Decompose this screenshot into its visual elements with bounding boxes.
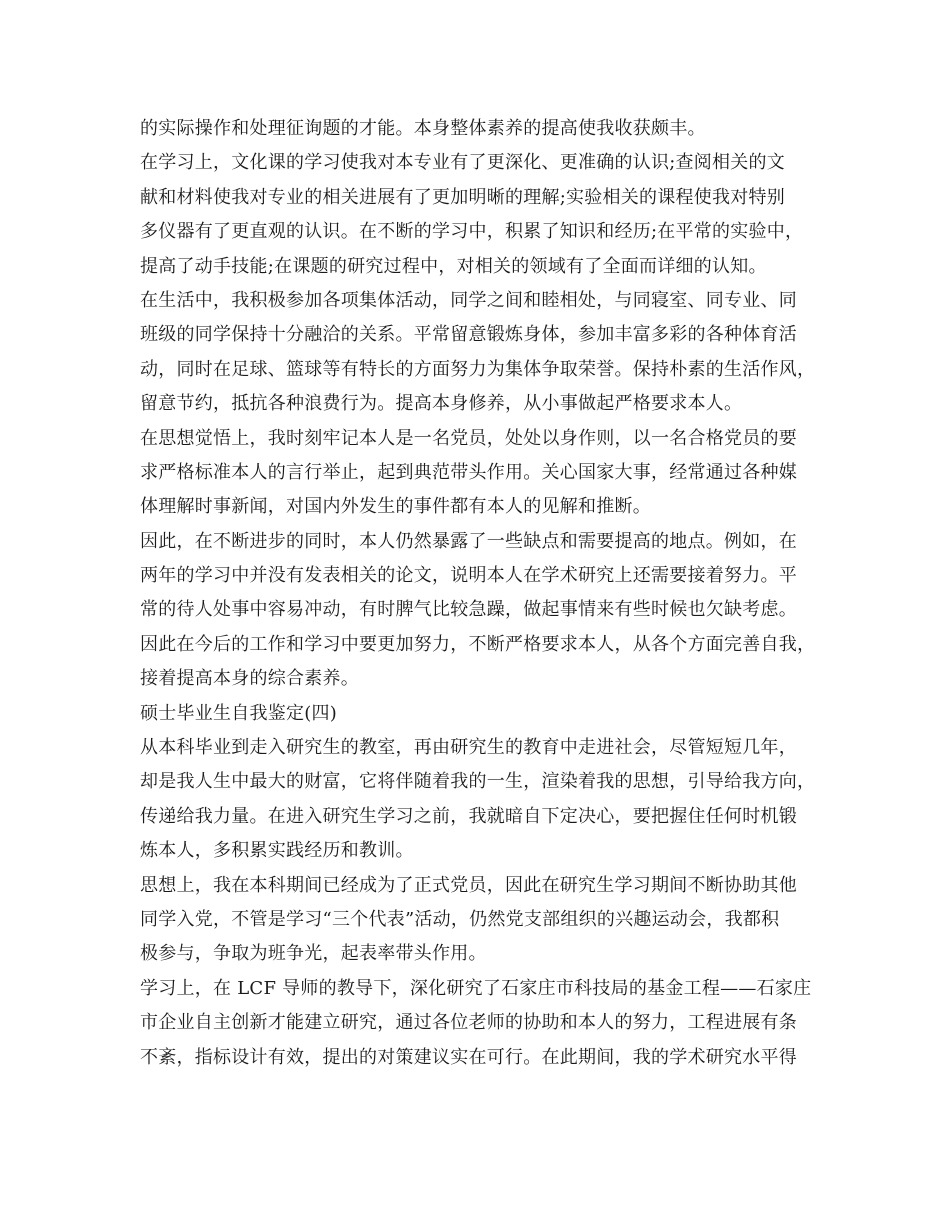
text-line: 传递给我力量。在进入研究生学习之前，我就暗自下定决心，要把握住任何时机锻 <box>140 805 797 827</box>
text-line: 两年的学习中并没有发表相关的论文，说明本人在学术研究上还需要接着努力。平 <box>140 565 797 587</box>
text-line: 炼本人，多积累实践经历和教训。 <box>140 840 414 862</box>
text-line: 体理解时事新闻，对国内外发生的事件都有本人的见解和推断。 <box>140 496 651 518</box>
text-line: 从本科毕业到走入研究生的教室，再由研究生的教育中走进社会，尽管短短几年， <box>140 737 797 759</box>
text-line: 提高了动手技能;在课题的研究过程中，对相关的领域有了全面而详细的认知。 <box>140 255 767 277</box>
text-line: 学习上，在 LCF 导师的教导下，深化研究了石家庄市科技局的基金工程——石家庄 <box>140 977 812 999</box>
text-line: 接着提高本身的综合素养。 <box>140 668 359 690</box>
document-body <box>140 112 815 1075</box>
text-line: 多仪器有了更直观的认识。在不断的学习中，积累了知识和经历;在平常的实验中， <box>140 221 804 243</box>
text-line: 的实际操作和处理征询题的才能。本身整体素养的提高使我收获颇丰。 <box>140 118 706 139</box>
text-line: 因此，在不断进步的同时，本人仍然暴露了一些缺点和需要提高的地点。例如，在 <box>140 530 797 552</box>
text-line: 同学入党，不管是学习“三个代表”活动，仍然党支部组织的兴趣运动会，我都积 <box>140 908 780 930</box>
text-line: 求严格标准本人的言行举止，起到典范带头作用。关心国家大事，经常通过各种媒 <box>140 461 797 483</box>
text-line: 不紊，指标设计有效，提出的对策建议实在可行。在此期间，我的学术研究水平得 <box>140 1046 797 1068</box>
text-line: 动，同时在足球、篮球等有特长的方面努力为集体争取荣誉。保持朴素的生活作风， <box>140 358 816 380</box>
text-line: 思想上，我在本科期间已经成为了正式党员，因此在研究生学习期间不断协助其他 <box>140 874 797 896</box>
text-line: 在思想觉悟上，我时刻牢记本人是一名党员，处处以身作则，以一名合格党员的要 <box>140 427 797 449</box>
text-line: 班级的同学保持十分融洽的关系。平常留意锻炼身体，参加丰富多彩的各种体育活 <box>140 324 797 346</box>
text-line: 市企业自主创新才能建立研究，通过各位老师的协助和本人的努力，工程进展有条 <box>140 1012 797 1034</box>
text-line: 常的待人处事中容易冲动，有时脾气比较急躁，做起事情来有些时候也欠缺考虑。 <box>140 599 797 621</box>
text-line: 献和材料使我对专业的相关进展有了更加明晰的理解;实验相关的课程使我对特别 <box>140 186 786 208</box>
text-line: 在生活中，我积极参加各项集体活动，同学之间和睦相处，与同寝室、同专业、同 <box>140 289 797 311</box>
text-line: 留意节约，抵抗各种浪费行为。提高本身修养，从小事做起严格要求本人。 <box>140 393 743 415</box>
text-line: 在学习上，文化课的学习使我对本专业有了更深化、更准确的认识;查阅相关的文 <box>140 152 786 174</box>
text-line: 因此在今后的工作和学习中要更加努力，不断严格要求本人，从各个方面完善自我， <box>140 633 816 655</box>
text-line: 极参与，争取为班争光，起表率带头作用。 <box>140 943 487 965</box>
text-line: 却是我人生中最大的财富，它将伴随着我的一生，渲染着我的思想，引导给我方向， <box>140 771 816 793</box>
section-heading: 硕士毕业生自我鉴定(四) <box>140 702 338 724</box>
